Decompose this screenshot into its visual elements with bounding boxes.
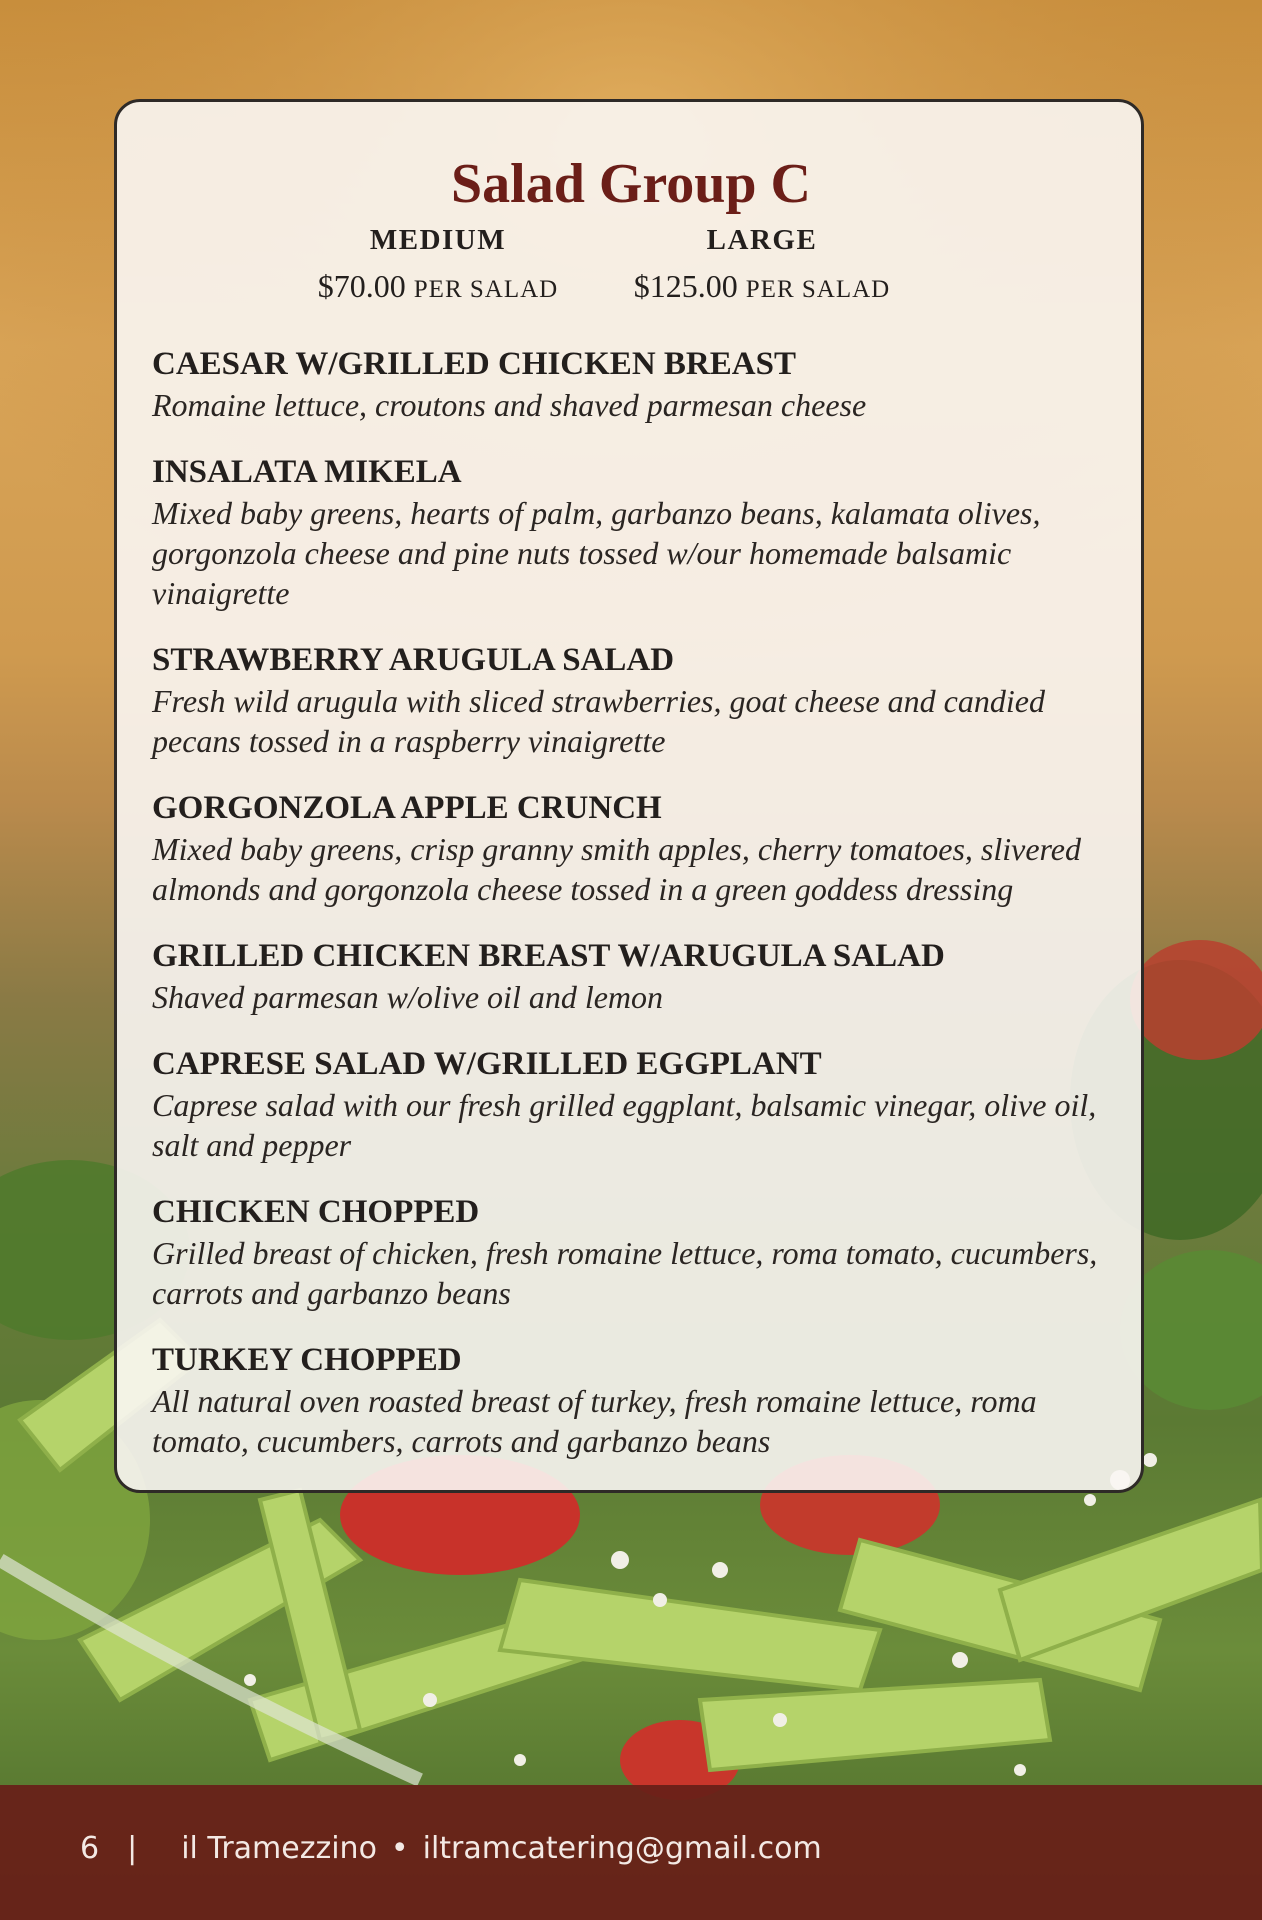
item-name: STRAWBERRY ARUGULA SALAD: [152, 642, 675, 678]
item-name: CAPRESE SALAD W/GRILLED EGGPLANT: [152, 1046, 822, 1082]
menu-item: [152, 1341, 1112, 1461]
brand-name: il Tramezzino: [181, 1831, 377, 1866]
size-price: [278, 266, 598, 310]
footer-bullet: •: [390, 1831, 409, 1866]
item-description: All natural oven roasted breast of turkey, fresh romaine lettuce, roma tomato, cucumbers, carrots and garbanzo beans: [152, 1383, 1037, 1459]
price-value: $70.00: [317, 268, 406, 304]
size-medium: [278, 222, 598, 310]
size-large: [602, 222, 922, 310]
contact-email[interactable]: iltramcatering@gmail.com: [422, 1831, 822, 1866]
menu-item: [152, 1045, 1112, 1165]
item-name: TURKEY CHOPPED: [152, 1342, 462, 1378]
item-description: Romaine lettuce, croutons and shaved parmesan cheese: [152, 387, 867, 423]
size-price: [602, 266, 922, 310]
footer-text: [80, 1829, 822, 1869]
item-description: Fresh wild arugula with sliced strawberries, goat cheese and candied pecans tossed in a raspberry vinaigrette: [152, 683, 1045, 759]
size-name: MEDIUM: [369, 224, 507, 256]
footer-separator: |: [127, 1831, 138, 1866]
item-name: CHICKEN CHOPPED: [152, 1194, 480, 1230]
menu-item: [152, 453, 1112, 613]
menu-item: [152, 641, 1112, 761]
item-description: Mixed baby greens, crisp granny smith apples, cherry tomatoes, slivered almonds and gorgonzola cheese tossed in a green goddess dressing: [152, 831, 1081, 907]
price-unit: PER SALAD: [745, 276, 891, 303]
size-name: LARGE: [706, 224, 818, 256]
item-description: Caprese salad with our fresh grilled eggplant, balsamic vinegar, olive oil, salt and pepper: [152, 1087, 1097, 1163]
menu-item: [152, 1193, 1112, 1313]
page-title: Salad Group C: [451, 153, 811, 215]
item-description: Grilled breast of chicken, fresh romaine lettuce, roma tomato, cucumbers, carrots and garbanzo beans: [152, 1235, 1098, 1311]
item-name: INSALATA MIKELA: [152, 454, 462, 490]
price-unit: PER SALAD: [413, 276, 559, 303]
menu-item: [152, 789, 1112, 909]
price-value: $125.00: [633, 268, 738, 304]
item-description: Shaved parmesan w/olive oil and lemon: [152, 979, 664, 1015]
menu-item: [152, 345, 1112, 425]
salad-list: [152, 345, 1112, 1489]
menu-item: [152, 937, 1112, 1017]
item-description: Mixed baby greens, hearts of palm, garbanzo beans, kalamata olives, gorgonzola cheese and pine nuts tossed w/our homemade balsamic vinaigrette: [152, 495, 1041, 611]
item-name: CAESAR W/GRILLED CHICKEN BREAST: [152, 346, 796, 382]
item-name: GRILLED CHICKEN BREAST W/ARUGULA SALAD: [152, 938, 945, 974]
page-number: 6: [80, 1831, 100, 1866]
item-name: GORGONZOLA APPLE CRUNCH: [152, 790, 662, 826]
footer-bar: [0, 1785, 1262, 1920]
